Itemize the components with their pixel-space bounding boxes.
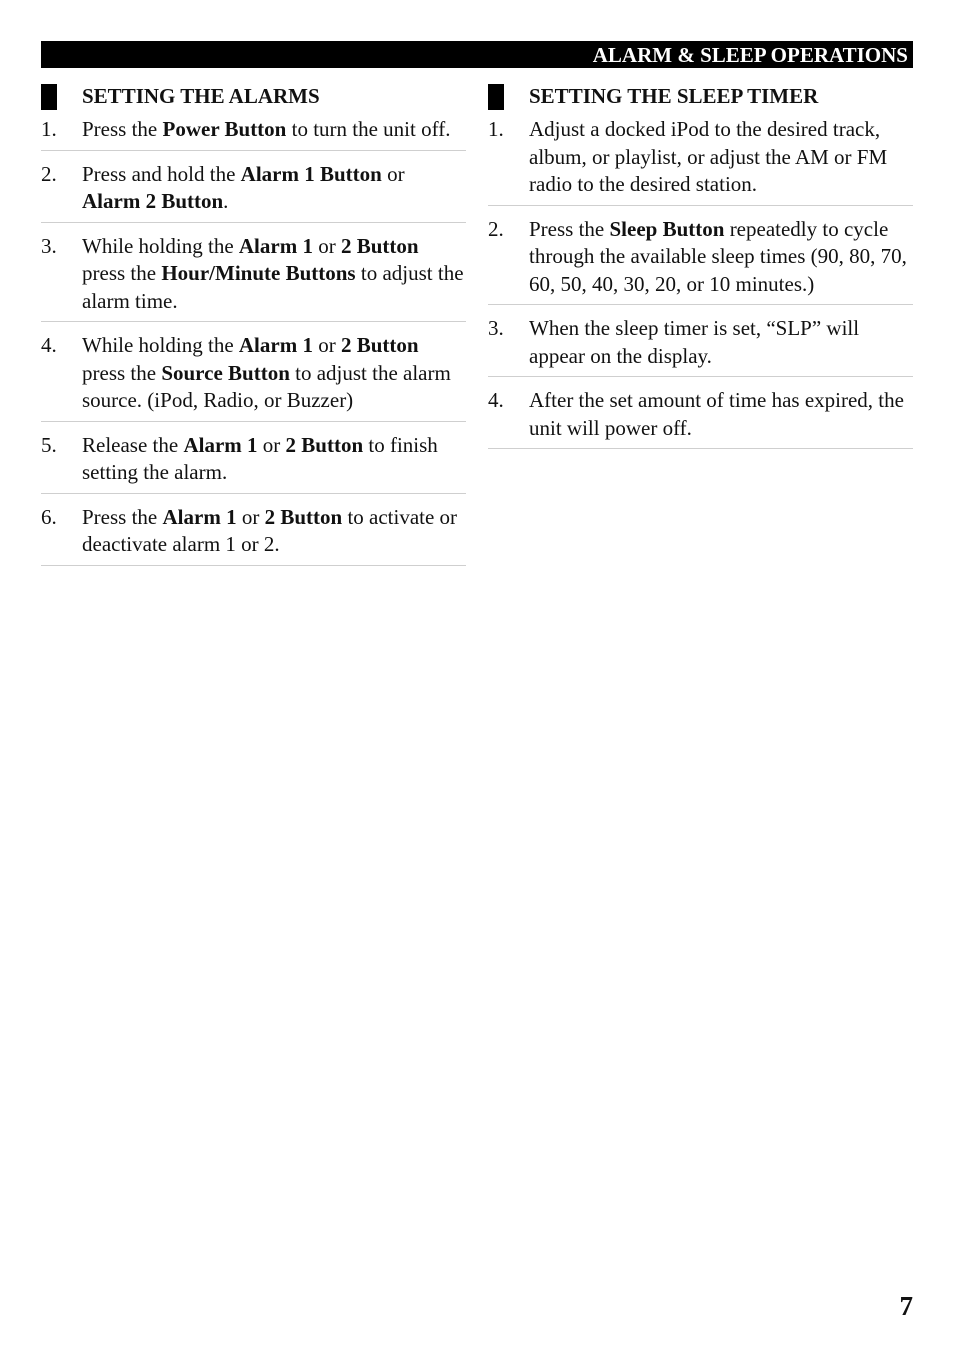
step-number: 1. bbox=[41, 117, 57, 141]
step-text bbox=[82, 161, 466, 216]
step-text bbox=[82, 116, 466, 144]
step-text-segment: Release the bbox=[82, 432, 184, 457]
instruction-step bbox=[41, 112, 466, 151]
step-number: 3. bbox=[41, 233, 57, 258]
step-text-segment: to turn the unit off. bbox=[286, 117, 451, 141]
page-number: 7 bbox=[899, 1291, 913, 1321]
step-number: 2. bbox=[41, 161, 57, 186]
section-header-bar bbox=[41, 41, 913, 68]
step-text-emphasis: Alarm 1 Button bbox=[240, 161, 382, 186]
step-text-segment: After the set amount of time has expired, the unit will power off. bbox=[529, 388, 904, 440]
step-text bbox=[82, 432, 466, 487]
step-text-emphasis: Alarm 1 bbox=[238, 333, 313, 357]
step-text-segment: to finish setting the alarm. bbox=[82, 432, 438, 484]
step-text-segment: press the bbox=[82, 360, 162, 385]
step-number: 2. bbox=[488, 216, 504, 241]
step-text-emphasis: Alarm 1 bbox=[238, 233, 313, 258]
instruction-step bbox=[488, 311, 913, 377]
step-text bbox=[82, 332, 466, 415]
alarms-section-heading bbox=[41, 83, 466, 112]
step-number: 6. bbox=[41, 504, 57, 529]
step-text-segment: While holding the bbox=[82, 233, 239, 258]
step-text-segment: or bbox=[381, 161, 405, 186]
step-text-emphasis: Alarm 1 bbox=[183, 432, 258, 457]
step-text-emphasis: Power Button bbox=[162, 117, 287, 141]
step-number: 4. bbox=[41, 333, 57, 357]
instruction-step bbox=[41, 328, 466, 422]
section-marker bbox=[488, 84, 504, 110]
step-text-segment: or bbox=[236, 504, 265, 529]
step-text-emphasis: Source Button bbox=[161, 360, 290, 385]
step-number: 1. bbox=[488, 117, 504, 141]
section-header-title: ALARM & SLEEP OPERATIONS bbox=[592, 43, 908, 67]
step-text-emphasis: Sleep Button bbox=[609, 216, 725, 241]
sleep-steps-list bbox=[488, 112, 913, 449]
step-text-segment: . bbox=[223, 189, 229, 213]
instruction-step bbox=[488, 112, 913, 206]
step-text-segment: Press and hold the bbox=[82, 161, 241, 186]
step-number: 4. bbox=[488, 388, 504, 412]
step-number: 3. bbox=[488, 316, 504, 340]
instruction-step bbox=[41, 428, 466, 494]
step-text bbox=[82, 504, 466, 559]
step-text-segment: Press the bbox=[82, 117, 163, 141]
step-text-segment: Adjust a docked iPod to the desired track, album, or playlist, or adjust the AM or FM radio to the desired station. bbox=[529, 117, 888, 196]
step-text-segment: or bbox=[312, 233, 341, 258]
step-text bbox=[529, 387, 913, 442]
step-text-segment: to activate or deactivate alarm 1 or 2. bbox=[82, 504, 458, 556]
alarms-section bbox=[41, 83, 466, 572]
step-text-segment: or bbox=[312, 333, 341, 357]
step-text-segment: press the bbox=[82, 261, 162, 285]
step-text-segment: or bbox=[257, 432, 286, 457]
step-text-emphasis: Alarm 2 Button bbox=[82, 189, 224, 213]
step-text bbox=[529, 216, 913, 299]
step-text bbox=[529, 315, 913, 370]
step-text-emphasis: Hour/Minute Buttons bbox=[161, 261, 356, 285]
step-number: 5. bbox=[41, 432, 57, 457]
step-text bbox=[529, 116, 913, 199]
alarm-steps-list bbox=[41, 112, 466, 566]
alarms-section-title: SETTING THE ALARMS bbox=[82, 84, 320, 108]
step-text-emphasis: 2 Button bbox=[340, 233, 419, 258]
step-text-segment: Press the bbox=[529, 216, 610, 241]
instruction-step bbox=[488, 212, 913, 306]
step-text-segment: repeatedly to cycle through the available sleep times (90, 80, 70, 60, 50, 40, 30, 20, or 10 minutes.) bbox=[529, 216, 907, 296]
step-text-emphasis: 2 Button bbox=[264, 504, 343, 529]
step-text-segment: Press the bbox=[82, 504, 163, 529]
step-text-emphasis: 2 Button bbox=[285, 432, 364, 457]
step-text-segment: to adjust the alarm source. (iPod, Radio, or Buzzer) bbox=[82, 360, 451, 412]
instruction-step bbox=[41, 229, 466, 323]
step-text-segment: When the sleep timer is set, “SLP” will appear on the display. bbox=[529, 316, 860, 368]
instruction-step bbox=[488, 383, 913, 449]
step-text-segment: While holding the bbox=[82, 333, 239, 357]
instruction-step bbox=[41, 500, 466, 566]
section-marker bbox=[41, 84, 57, 110]
step-text-emphasis: 2 Button bbox=[340, 333, 419, 357]
step-text bbox=[82, 233, 466, 316]
sleep-section-title: SETTING THE SLEEP TIMER bbox=[529, 84, 819, 108]
step-text-emphasis: Alarm 1 bbox=[162, 504, 237, 529]
step-text-segment: to adjust the alarm time. bbox=[82, 261, 464, 313]
instruction-step bbox=[41, 157, 466, 223]
sleep-timer-section bbox=[488, 83, 913, 455]
sleep-section-heading bbox=[488, 83, 913, 112]
